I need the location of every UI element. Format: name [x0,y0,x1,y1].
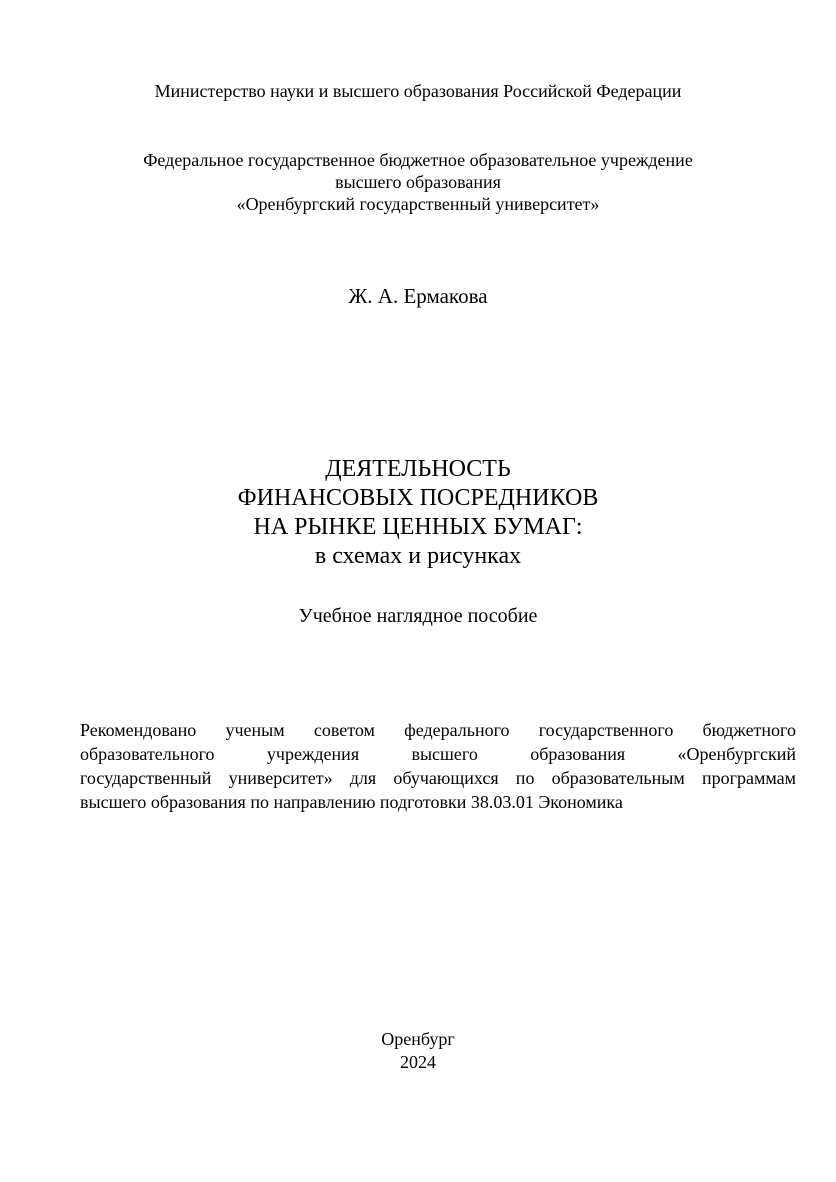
title-line-3: НА РЫНКЕ ЦЕННЫХ БУМАГ: [253,514,583,540]
author-name: Ж. А. Ермакова [348,284,488,308]
ministry-line: Министерство науки и высшего образования Российской Федерации [154,81,682,101]
recommendation-paragraph [80,718,796,814]
title-line-4: в схемах и рисунках [314,543,522,569]
title-line-2: ФИНАНСОВЫХ ПОСРЕДНИКОВ [237,485,599,511]
institution-line-2: высшего образования [335,172,501,192]
institution-line-1: Федеральное государственное бюджетное образовательное учреждение [143,150,693,170]
recommendation-line-2: образовательного учреждения высшего образования «Оренбургский [80,744,796,764]
recommendation-line-1: Рекомендовано ученым советом федерального государственного бюджетного [80,720,796,740]
document-type: Учебное наглядное пособие [298,605,538,627]
recommendation-line-4: высшего образования по направлению подготовки 38.03.01 Экономика [80,792,623,812]
publication-city: Оренбург [381,1029,455,1049]
institution-line-3: «Оренбургский государственный университет» [236,194,600,214]
publication-year: 2024 [400,1052,436,1072]
institution-block [0,149,836,215]
publication-place [0,1028,836,1074]
recommendation-line-3: государственный университет» для обучающихся по образовательным программам [80,768,796,788]
title-line-1: ДЕЯТЕЛЬНОСТЬ [325,456,511,482]
book-title [0,455,836,571]
